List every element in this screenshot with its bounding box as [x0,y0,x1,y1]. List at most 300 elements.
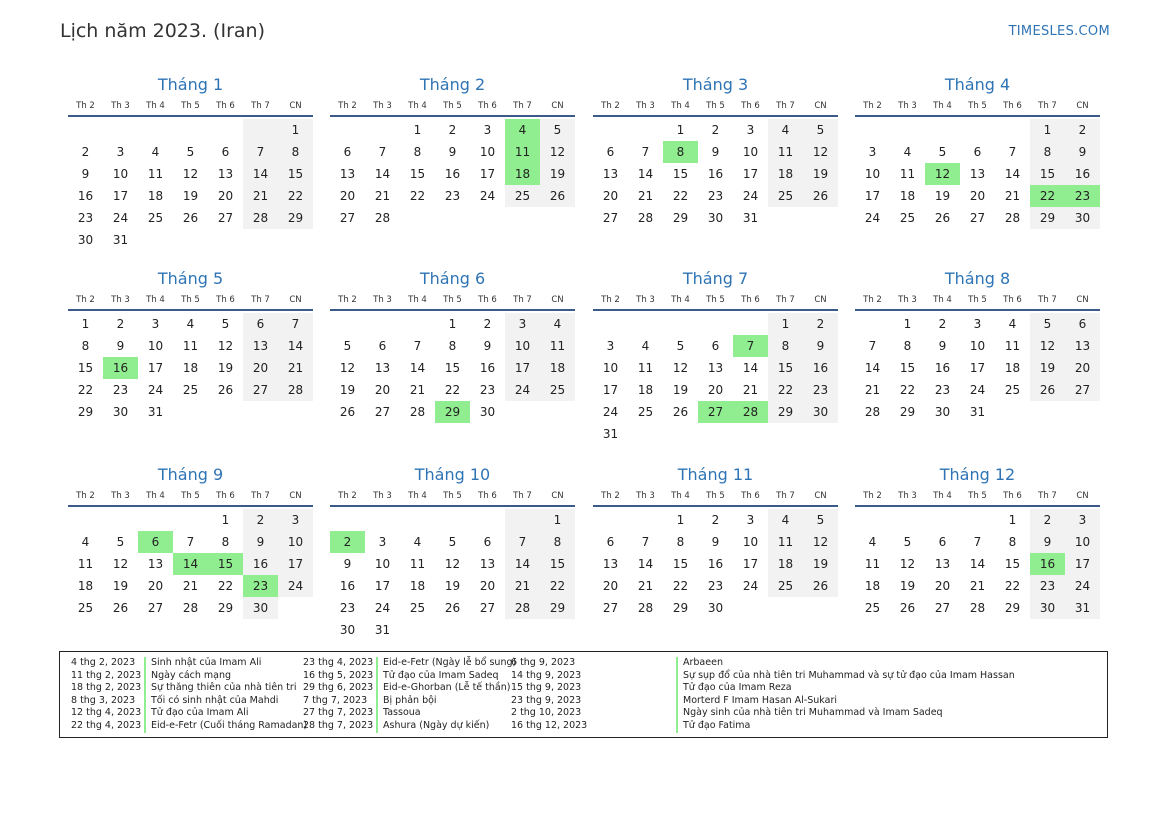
day-cell[interactable]: 27 [602,211,619,225]
day-cell[interactable]: 23 [707,579,724,593]
day-cell[interactable]: 3 [746,513,755,527]
day-cell[interactable]: 26 [182,211,199,225]
day-cell[interactable]: 6 [973,145,982,159]
day-cell[interactable]: 4 [540,313,575,335]
day-cell[interactable]: 19 [339,383,356,397]
day-cell[interactable]: 10 [112,167,129,181]
day-cell[interactable]: 29 [1030,207,1065,229]
holiday-day[interactable]: 2 [330,531,365,553]
day-cell[interactable]: 15 [672,557,689,571]
day-cell[interactable]: 13 [339,167,356,181]
day-cell[interactable]: 4 [1008,317,1017,331]
day-cell[interactable]: 11 [768,141,803,163]
day-cell[interactable]: 9 [448,145,457,159]
day-cell[interactable]: 28 [278,379,313,401]
day-cell[interactable]: 12 [899,557,916,571]
day-cell[interactable]: 19 [112,579,129,593]
day-cell[interactable]: 21 [374,189,391,203]
day-cell[interactable]: 2 [243,509,278,531]
day-cell[interactable]: 23 [112,383,129,397]
day-cell[interactable]: 6 [711,339,720,353]
day-cell[interactable]: 26 [672,405,689,419]
day-cell[interactable]: 14 [637,557,654,571]
day-cell[interactable]: 11 [540,335,575,357]
day-cell[interactable]: 21 [742,383,759,397]
day-cell[interactable]: 24 [505,379,540,401]
day-cell[interactable]: 24 [742,189,759,203]
day-cell[interactable]: 2 [81,145,90,159]
day-cell[interactable]: 19 [803,553,838,575]
day-cell[interactable]: 1 [1030,119,1065,141]
day-cell[interactable]: 7 [641,145,650,159]
day-cell[interactable]: 23 [1030,575,1065,597]
day-cell[interactable]: 31 [742,211,759,225]
holiday-day[interactable]: 14 [173,553,208,575]
day-cell[interactable]: 13 [969,167,986,181]
day-cell[interactable]: 9 [1065,141,1100,163]
day-cell[interactable]: 12 [182,167,199,181]
day-cell[interactable]: 2 [711,513,720,527]
day-cell[interactable]: 5 [448,535,457,549]
day-cell[interactable]: 14 [505,553,540,575]
day-cell[interactable]: 25 [899,211,916,225]
day-cell[interactable]: 6 [243,313,278,335]
day-cell[interactable]: 27 [339,211,356,225]
day-cell[interactable]: 28 [969,601,986,615]
day-cell[interactable]: 29 [899,405,916,419]
day-cell[interactable]: 28 [243,207,278,229]
day-cell[interactable]: 11 [77,557,94,571]
day-cell[interactable]: 21 [637,579,654,593]
day-cell[interactable]: 26 [112,601,129,615]
day-cell[interactable]: 30 [1065,207,1100,229]
day-cell[interactable]: 26 [803,185,838,207]
day-cell[interactable]: 21 [505,575,540,597]
day-cell[interactable]: 22 [278,185,313,207]
day-cell[interactable]: 20 [969,189,986,203]
day-cell[interactable]: 21 [182,579,199,593]
day-cell[interactable]: 30 [479,405,496,419]
day-cell[interactable]: 25 [505,185,540,207]
day-cell[interactable]: 9 [243,531,278,553]
day-cell[interactable]: 7 [505,531,540,553]
day-cell[interactable]: 8 [221,535,230,549]
day-cell[interactable]: 22 [1004,579,1021,593]
day-cell[interactable]: 10 [864,167,881,181]
day-cell[interactable]: 11 [147,167,164,181]
day-cell[interactable]: 2 [711,123,720,137]
day-cell[interactable]: 27 [374,405,391,419]
day-cell[interactable]: 11 [864,557,881,571]
day-cell[interactable]: 4 [768,509,803,531]
day-cell[interactable]: 10 [602,361,619,375]
day-cell[interactable]: 6 [1065,313,1100,335]
holiday-day[interactable]: 28 [733,401,768,423]
holiday-day[interactable]: 11 [505,141,540,163]
day-cell[interactable]: 9 [483,339,492,353]
day-cell[interactable]: 31 [602,427,619,441]
day-cell[interactable]: 5 [116,535,125,549]
day-cell[interactable]: 28 [864,405,881,419]
day-cell[interactable]: 12 [540,141,575,163]
day-cell[interactable]: 6 [606,535,615,549]
day-cell[interactable]: 21 [637,189,654,203]
holiday-day[interactable]: 7 [733,335,768,357]
day-cell[interactable]: 29 [540,597,575,619]
day-cell[interactable]: 5 [343,339,352,353]
day-cell[interactable]: 15 [1030,163,1065,185]
day-cell[interactable]: 19 [182,189,199,203]
day-cell[interactable]: 31 [147,405,164,419]
day-cell[interactable]: 4 [868,535,877,549]
day-cell[interactable]: 31 [1065,597,1100,619]
day-cell[interactable]: 31 [969,405,986,419]
day-cell[interactable]: 6 [221,145,230,159]
day-cell[interactable]: 16 [707,167,724,181]
day-cell[interactable]: 30 [112,405,129,419]
day-cell[interactable]: 27 [1065,379,1100,401]
day-cell[interactable]: 12 [217,339,234,353]
day-cell[interactable]: 30 [243,597,278,619]
day-cell[interactable]: 29 [217,601,234,615]
day-cell[interactable]: 16 [1065,163,1100,185]
day-cell[interactable]: 20 [602,579,619,593]
day-cell[interactable]: 17 [505,357,540,379]
day-cell[interactable]: 16 [707,557,724,571]
day-cell[interactable]: 16 [243,553,278,575]
day-cell[interactable]: 18 [147,189,164,203]
day-cell[interactable]: 7 [1008,145,1017,159]
day-cell[interactable]: 18 [77,579,94,593]
day-cell[interactable]: 15 [768,357,803,379]
day-cell[interactable]: 15 [77,361,94,375]
day-cell[interactable]: 15 [1004,557,1021,571]
day-cell[interactable]: 12 [803,141,838,163]
day-cell[interactable]: 3 [378,535,387,549]
day-cell[interactable]: 20 [243,357,278,379]
day-cell[interactable]: 3 [746,123,755,137]
day-cell[interactable]: 25 [182,383,199,397]
day-cell[interactable]: 12 [339,361,356,375]
day-cell[interactable]: 3 [505,313,540,335]
day-cell[interactable]: 10 [969,339,986,353]
day-cell[interactable]: 8 [1030,141,1065,163]
day-cell[interactable]: 26 [899,601,916,615]
day-cell[interactable]: 12 [1030,335,1065,357]
day-cell[interactable]: 20 [374,383,391,397]
day-cell[interactable]: 5 [540,119,575,141]
holiday-day[interactable]: 23 [243,575,278,597]
day-cell[interactable]: 14 [374,167,391,181]
day-cell[interactable]: 5 [676,339,685,353]
day-cell[interactable]: 10 [742,535,759,549]
day-cell[interactable]: 13 [217,167,234,181]
day-cell[interactable]: 21 [243,185,278,207]
day-cell[interactable]: 15 [278,163,313,185]
day-cell[interactable]: 10 [479,145,496,159]
day-cell[interactable]: 4 [641,339,650,353]
day-cell[interactable]: 23 [803,379,838,401]
day-cell[interactable]: 13 [707,361,724,375]
day-cell[interactable]: 6 [483,535,492,549]
holiday-day[interactable]: 22 [1030,185,1065,207]
day-cell[interactable]: 24 [479,189,496,203]
day-cell[interactable]: 30 [77,233,94,247]
day-cell[interactable]: 7 [243,141,278,163]
day-cell[interactable]: 12 [803,531,838,553]
day-cell[interactable]: 2 [1030,509,1065,531]
day-cell[interactable]: 28 [1004,211,1021,225]
day-cell[interactable]: 18 [768,163,803,185]
day-cell[interactable]: 11 [409,557,426,571]
day-cell[interactable]: 1 [413,123,422,137]
day-cell[interactable]: 25 [409,601,426,615]
day-cell[interactable]: 8 [1008,535,1017,549]
day-cell[interactable]: 7 [973,535,982,549]
day-cell[interactable]: 9 [116,339,125,353]
day-cell[interactable]: 27 [969,211,986,225]
day-cell[interactable]: 17 [864,189,881,203]
day-cell[interactable]: 11 [637,361,654,375]
day-cell[interactable]: 30 [707,211,724,225]
day-cell[interactable]: 23 [77,211,94,225]
day-cell[interactable]: 15 [672,167,689,181]
day-cell[interactable]: 23 [934,383,951,397]
day-cell[interactable]: 13 [602,557,619,571]
day-cell[interactable]: 4 [186,317,195,331]
day-cell[interactable]: 24 [864,211,881,225]
day-cell[interactable]: 1 [81,317,90,331]
day-cell[interactable]: 2 [1065,119,1100,141]
day-cell[interactable]: 20 [479,579,496,593]
day-cell[interactable]: 1 [903,317,912,331]
holiday-day[interactable]: 27 [698,401,733,423]
day-cell[interactable]: 19 [1030,357,1065,379]
day-cell[interactable]: 20 [339,189,356,203]
day-cell[interactable]: 25 [637,405,654,419]
day-cell[interactable]: 5 [803,509,838,531]
day-cell[interactable]: 17 [374,579,391,593]
day-cell[interactable]: 22 [409,189,426,203]
day-cell[interactable]: 4 [903,145,912,159]
day-cell[interactable]: 11 [182,339,199,353]
day-cell[interactable]: 11 [1004,339,1021,353]
day-cell[interactable]: 6 [378,339,387,353]
day-cell[interactable]: 22 [444,383,461,397]
day-cell[interactable]: 2 [483,317,492,331]
day-cell[interactable]: 23 [444,189,461,203]
day-cell[interactable]: 8 [768,335,803,357]
day-cell[interactable]: 9 [938,339,947,353]
day-cell[interactable]: 7 [413,339,422,353]
day-cell[interactable]: 22 [768,379,803,401]
day-cell[interactable]: 31 [112,233,129,247]
day-cell[interactable]: 7 [868,339,877,353]
day-cell[interactable]: 9 [343,557,352,571]
holiday-day[interactable]: 16 [1030,553,1065,575]
day-cell[interactable]: 15 [444,361,461,375]
day-cell[interactable]: 25 [147,211,164,225]
holiday-day[interactable]: 16 [103,357,138,379]
day-cell[interactable]: 22 [77,383,94,397]
day-cell[interactable]: 6 [606,145,615,159]
day-cell[interactable]: 8 [81,339,90,353]
day-cell[interactable]: 17 [742,557,759,571]
day-cell[interactable]: 8 [278,141,313,163]
day-cell[interactable]: 1 [676,513,685,527]
day-cell[interactable]: 21 [969,579,986,593]
day-cell[interactable]: 10 [374,557,391,571]
day-cell[interactable]: 30 [803,401,838,423]
day-cell[interactable]: 24 [112,211,129,225]
day-cell[interactable]: 26 [217,383,234,397]
day-cell[interactable]: 18 [182,361,199,375]
day-cell[interactable]: 30 [339,623,356,637]
holiday-day[interactable]: 8 [663,141,698,163]
day-cell[interactable]: 4 [151,145,160,159]
day-cell[interactable]: 3 [1065,509,1100,531]
day-cell[interactable]: 29 [1004,601,1021,615]
day-cell[interactable]: 3 [973,317,982,331]
day-cell[interactable]: 10 [742,145,759,159]
day-cell[interactable]: 26 [540,185,575,207]
day-cell[interactable]: 3 [606,339,615,353]
day-cell[interactable]: 15 [540,553,575,575]
day-cell[interactable]: 27 [934,601,951,615]
day-cell[interactable]: 25 [864,601,881,615]
day-cell[interactable]: 21 [278,357,313,379]
day-cell[interactable]: 28 [374,211,391,225]
day-cell[interactable]: 20 [934,579,951,593]
day-cell[interactable]: 25 [77,601,94,615]
day-cell[interactable]: 23 [707,189,724,203]
day-cell[interactable]: 13 [374,361,391,375]
day-cell[interactable]: 14 [969,557,986,571]
day-cell[interactable]: 22 [540,575,575,597]
day-cell[interactable]: 27 [479,601,496,615]
day-cell[interactable]: 10 [147,339,164,353]
day-cell[interactable]: 14 [278,335,313,357]
day-cell[interactable]: 3 [278,509,313,531]
day-cell[interactable]: 18 [899,189,916,203]
day-cell[interactable]: 14 [637,167,654,181]
day-cell[interactable]: 1 [676,123,685,137]
day-cell[interactable]: 3 [483,123,492,137]
day-cell[interactable]: 12 [112,557,129,571]
day-cell[interactable]: 11 [768,531,803,553]
day-cell[interactable]: 30 [934,405,951,419]
day-cell[interactable]: 19 [444,579,461,593]
day-cell[interactable]: 25 [540,379,575,401]
day-cell[interactable]: 9 [711,535,720,549]
day-cell[interactable]: 1 [221,513,230,527]
day-cell[interactable]: 24 [1065,575,1100,597]
day-cell[interactable]: 4 [81,535,90,549]
day-cell[interactable]: 24 [278,575,313,597]
day-cell[interactable]: 26 [1030,379,1065,401]
day-cell[interactable]: 13 [934,557,951,571]
day-cell[interactable]: 20 [602,189,619,203]
day-cell[interactable]: 13 [602,167,619,181]
day-cell[interactable]: 5 [803,119,838,141]
day-cell[interactable]: 15 [899,361,916,375]
day-cell[interactable]: 1 [1008,513,1017,527]
day-cell[interactable]: 2 [448,123,457,137]
day-cell[interactable]: 16 [803,357,838,379]
day-cell[interactable]: 20 [707,383,724,397]
day-cell[interactable]: 14 [864,361,881,375]
day-cell[interactable]: 9 [81,167,90,181]
day-cell[interactable]: 27 [602,601,619,615]
holiday-day[interactable]: 4 [505,119,540,141]
day-cell[interactable]: 5 [938,145,947,159]
day-cell[interactable]: 12 [672,361,689,375]
day-cell[interactable]: 11 [899,167,916,181]
day-cell[interactable]: 18 [637,383,654,397]
day-cell[interactable]: 18 [768,553,803,575]
day-cell[interactable]: 9 [1030,531,1065,553]
day-cell[interactable]: 28 [637,601,654,615]
day-cell[interactable]: 5 [903,535,912,549]
day-cell[interactable]: 25 [1004,383,1021,397]
day-cell[interactable]: 3 [116,145,125,159]
day-cell[interactable]: 25 [768,575,803,597]
day-cell[interactable]: 2 [116,317,125,331]
day-cell[interactable]: 14 [742,361,759,375]
holiday-day[interactable]: 23 [1065,185,1100,207]
day-cell[interactable]: 27 [243,379,278,401]
day-cell[interactable]: 26 [339,405,356,419]
day-cell[interactable]: 21 [409,383,426,397]
day-cell[interactable]: 24 [602,405,619,419]
day-cell[interactable]: 8 [540,531,575,553]
day-cell[interactable]: 5 [1030,313,1065,335]
holiday-day[interactable]: 18 [505,163,540,185]
day-cell[interactable]: 16 [339,579,356,593]
day-cell[interactable]: 29 [672,601,689,615]
day-cell[interactable]: 3 [868,145,877,159]
day-cell[interactable]: 22 [217,579,234,593]
day-cell[interactable]: 14 [409,361,426,375]
day-cell[interactable]: 16 [444,167,461,181]
holiday-day[interactable]: 6 [138,531,173,553]
day-cell[interactable]: 15 [409,167,426,181]
day-cell[interactable]: 8 [413,145,422,159]
day-cell[interactable]: 17 [112,189,129,203]
day-cell[interactable]: 18 [409,579,426,593]
day-cell[interactable]: 29 [77,405,94,419]
day-cell[interactable]: 27 [217,211,234,225]
day-cell[interactable]: 24 [969,383,986,397]
day-cell[interactable]: 8 [448,339,457,353]
day-cell[interactable]: 30 [1030,597,1065,619]
day-cell[interactable]: 18 [864,579,881,593]
day-cell[interactable]: 29 [278,207,313,229]
day-cell[interactable]: 16 [479,361,496,375]
day-cell[interactable]: 16 [934,361,951,375]
holiday-day[interactable]: 29 [435,401,470,423]
day-cell[interactable]: 20 [217,189,234,203]
day-cell[interactable]: 18 [1004,361,1021,375]
day-cell[interactable]: 24 [742,579,759,593]
day-cell[interactable]: 7 [378,145,387,159]
day-cell[interactable]: 4 [768,119,803,141]
holiday-day[interactable]: 12 [925,163,960,185]
day-cell[interactable]: 26 [444,601,461,615]
day-cell[interactable]: 29 [672,211,689,225]
day-cell[interactable]: 6 [938,535,947,549]
day-cell[interactable]: 31 [374,623,391,637]
